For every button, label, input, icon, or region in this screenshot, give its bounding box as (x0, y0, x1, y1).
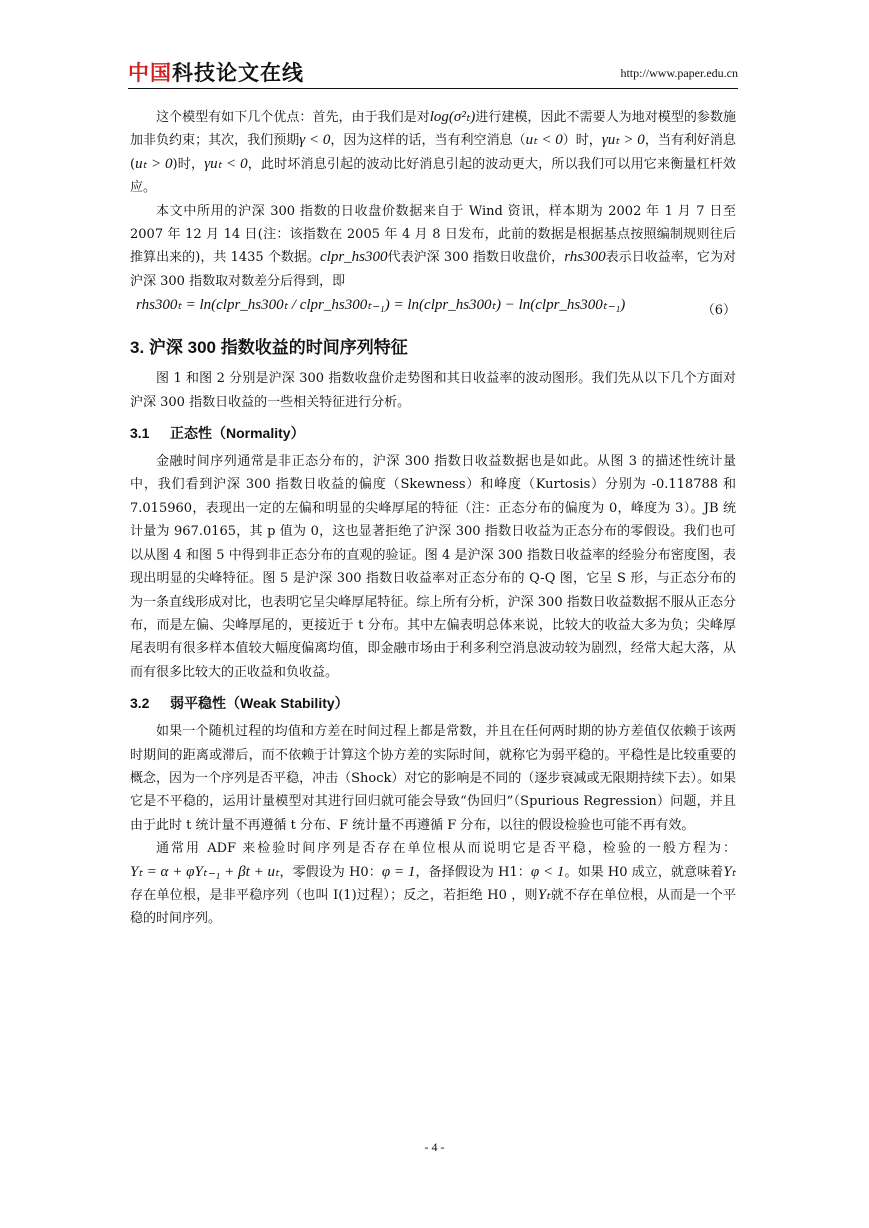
section-3-2-heading: 3.2 弱平稳性（Weak Stability） (130, 695, 349, 712)
math-clpr-hs300: clpr_hs300 (320, 249, 388, 266)
header-rule (128, 88, 738, 89)
equation-6-number: （6） (701, 303, 736, 319)
page-body (130, 106, 736, 931)
paragraph-normality: 金融时间序列通常是非正态分布的，沪深 300 指数日收益数据也是如此。从图 3 的描述性统计量中，我们看到沪深 300 指数日收益的偏度（Skewness）和峰度（Kurtosis）分别为 -0.118788 和 7.015960，表现出一定的左偏和明显的尖峰厚尾的特征（注：正态分布的偏度为 0，峰度为 3）。JB 统计量为 967.0165，其 p 值为 0，这也显著拒绝了沪深 300 指数日收益为正态分布的零假设。我们也可以从图 4 和图 5 中得到非正态分布的直观的验证。图 4 是沪深 300 指数日收益率的经验分布密度图，表现出明显的尖峰特征。图 5 是沪深 300 指数日收益率对正态分布的 Q-Q 图，它呈 S 形，与正态分布的为一条直线形成对比，也表明它呈尖峰厚尾特征。综上所有分析，沪深 300 指数日收益数据不服从正态分布，而是左偏、尖峰厚尾的，更接近于 t 分布。其中左偏表明总体来说，比较大的收益大多为负；尖峰厚尾表明有很多样本值较大幅度偏离均值，即金融市场由于利多利空消息波动较为剧烈，经常大起大落，从而有很多比较大的正收益和负收益。 (130, 454, 736, 680)
math-gamma-u-neg: γuₜ < 0 (204, 155, 248, 172)
paragraph-section-3-intro: 图 1 和图 2 分别是沪深 300 指数收盘价走势图和其日收益率的波动图形。我们先从以下几个方面对沪深 300 指数日收益的一些相关特征进行分析。 (130, 371, 736, 410)
math-u-pos: uₜ > 0 (135, 155, 173, 172)
math-y-t: Yₜ (723, 863, 736, 880)
paragraph-weak-stability: 如果一个随机过程的均值和方差在时间过程上都是常数，并且在任何两时期的协方差值仅依赖于该两时期间的距离或滞后，而不依赖于计算这个协方差的实际时间，就称它为弱平稳的。平稳性是比较重要的概念，因为一个序列是否平稳，冲击（Shock）对它的影响是不同的（逐步衰减或无限期持续下去）。如果它是不平稳的，运用计量模型对其进行回归就可能会导致“伪回归”（Spurious Regression）问题，并且由于此时 t 统计量不再遵循 t 分布、F 统计量不再遵循 F 分布，以往的假设检验也可能不再有效。 (130, 724, 736, 833)
math-y-t-2: Yₜ (537, 886, 551, 903)
equation-6 (130, 293, 736, 321)
math-u-neg: uₜ < 0 (525, 132, 563, 149)
math-gamma-neg: γ < 0 (299, 132, 331, 149)
paragraph-data-source: 本文中所用的沪深 300 指数的日收盘价数据来自于 Wind 资讯，样本期为 2002 年 1 月 7 日至 2007 年 12 月 14 日(注：该指数在 2005 年 4 月 8 日发布，此前的数据是根据基点按照编制规则往后推算出来的)，共 1435 个数据。clpr_hs300代表沪深 300 指数日收盘价，rhs300表示日收益率，它为对沪深 300 指数取对数差分后得到，即 (130, 203, 737, 289)
math-log-sigma: log(σ²ₜ) (429, 109, 476, 125)
paragraph-adf-test: 通常用 ADF 来检验时间序列是否存在单位根从而说明它是否平稳，检验的一般方程为：Yₜ = α + φYₜ₋₁ + βt + uₜ，零假设为 H0：φ = 1，备择假设为 H1：φ < 1。如果 H0 成立，就意味着Yₜ存在单位根，是非平稳序列（也叫 I(1)过程）；反之，若拒绝 H0 ，则Yₜ就不存在单位根，从而是一个平稳的时间序列。 (130, 841, 736, 927)
page-number: - 4 - (424, 1140, 445, 1154)
math-phi-eq-1: φ = 1 (381, 863, 416, 880)
equation-6-expression: rhs300ₜ = ln(clpr_hs300ₜ / clpr_hs300ₜ₋₁) = ln(clpr_hs300ₜ) − ln(clpr_hs300ₜ₋₁) (136, 297, 626, 314)
math-gamma-u-pos: γuₜ > 0 (601, 132, 645, 149)
section-3-heading: 3. 沪深 300 指数收益的时间序列特征 (130, 338, 408, 358)
page-header (128, 60, 738, 86)
paragraph-model-advantages: 这个模型有如下几个优点：首先，由于我们是对log(σ²ₜ)进行建模，因此不需要人为地对模型的参数施加非负约束；其次，我们预期γ < 0，因为这样的话，当有利空消息（uₜ < 0）时，γuₜ > 0，当有利好消息(uₜ > 0)时，γuₜ < 0，此时坏消息引起的波动比好消息引起的波动更大，所以我们可以用它来衡量杠杆效应。 (130, 109, 736, 196)
math-rhs300: rhs300 (564, 249, 606, 266)
header-url[interactable]: http://www.paper.edu.cn (620, 66, 738, 80)
site-logo[interactable]: 中国科技论文在线 (128, 61, 304, 85)
math-adf-equation: Yₜ = α + φYₜ₋₁ + βt + uₜ (130, 863, 280, 880)
math-phi-lt-1: φ < 1 (530, 863, 565, 880)
section-3-1-heading: 3.1 正态性（Normality） (130, 425, 305, 442)
